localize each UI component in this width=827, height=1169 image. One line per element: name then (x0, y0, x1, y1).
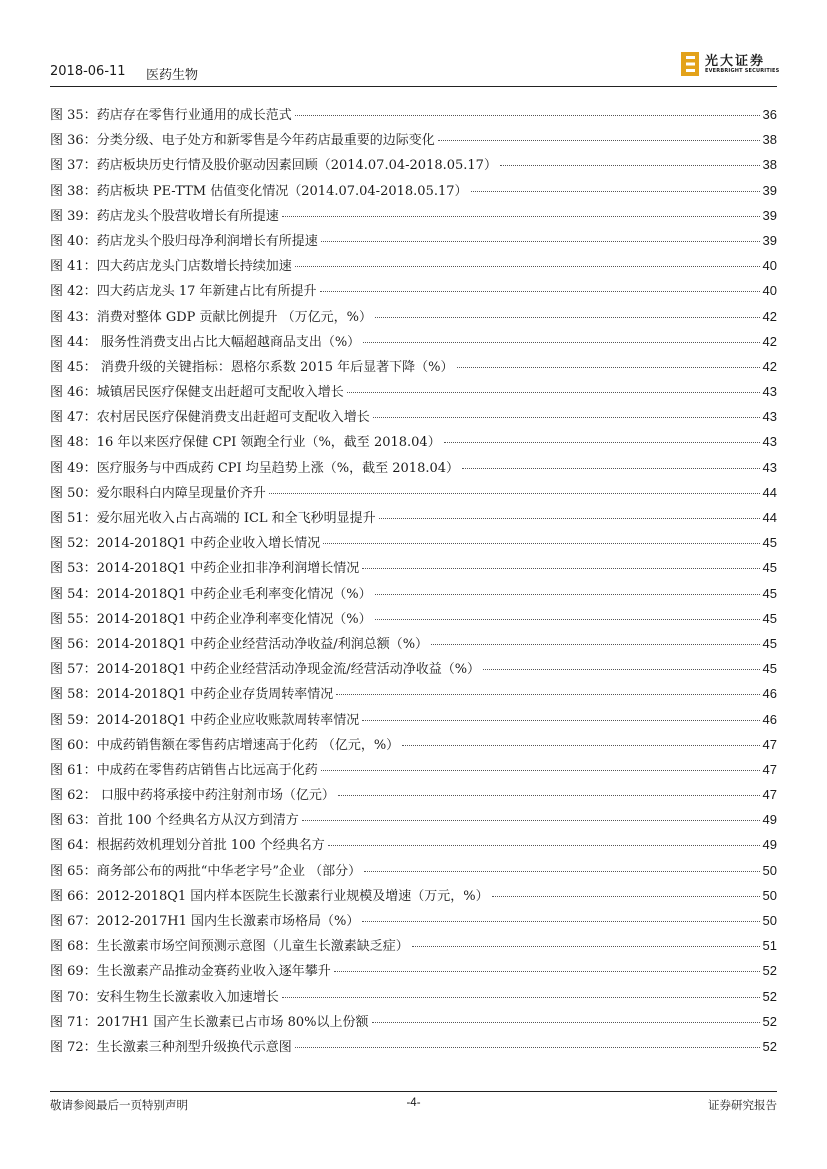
toc-entry-title[interactable] (50, 784, 335, 803)
toc-entry-title[interactable] (50, 532, 320, 551)
page-footer (50, 1097, 777, 1115)
figure-title: 服务性消费支出占比大幅超越商品支出（%） (96, 334, 361, 350)
dot-leader (282, 216, 760, 217)
toc-entry-title[interactable] (50, 507, 376, 526)
toc-page-number[interactable]: 51 (762, 938, 777, 954)
toc-page-number[interactable]: 43 (762, 409, 777, 425)
figure-label: 图 54： (50, 586, 97, 602)
toc-page-number[interactable]: 44 (762, 484, 777, 500)
toc-entry[interactable] (50, 129, 777, 154)
figure-title: 农村居民医疗保健消费支出赶超可支配收入增长 (96, 410, 370, 426)
toc-page-number[interactable]: 42 (762, 308, 777, 324)
figure-title: 商务部公布的两批“中华老字号”企业 （部分） (96, 863, 362, 879)
figure-label: 图 63： (50, 813, 97, 829)
toc-page-number[interactable]: 52 (762, 963, 777, 979)
toc-entry[interactable] (50, 709, 777, 734)
toc-page-number[interactable]: 49 (762, 812, 777, 828)
toc-entry[interactable] (50, 583, 777, 608)
figure-label: 图 58： (50, 687, 97, 703)
figure-label: 图 45： (50, 359, 97, 375)
figure-label: 图 43： (50, 309, 97, 325)
dot-leader (457, 367, 760, 368)
toc-page-number[interactable]: 39 (762, 182, 777, 198)
figure-title: 中成药销售额在零售药店增速高于化药 （亿元，%） (96, 737, 400, 753)
figure-label: 图 36： (50, 133, 97, 149)
figure-title: 消费升级的关键指标：恩格尔系数 2015 年后显著下降（%） (96, 359, 454, 375)
toc-entry-title[interactable] (50, 734, 399, 753)
figure-label: 图 46： (50, 385, 97, 401)
toc-entry-title[interactable] (50, 960, 331, 979)
toc-page-number[interactable]: 45 (762, 635, 777, 651)
toc-page-number[interactable]: 43 (762, 434, 777, 450)
dot-leader (323, 543, 759, 544)
figure-label: 图 60： (50, 737, 97, 753)
disclaimer-note: 敬请参阅最后一页特别声明 (50, 1098, 188, 1112)
toc-entry[interactable] (50, 406, 777, 431)
figure-label: 图 41： (50, 259, 97, 275)
toc-entry[interactable] (50, 784, 777, 809)
dot-leader (362, 568, 759, 569)
toc-page-number[interactable]: 46 (762, 711, 777, 727)
dot-leader (364, 871, 759, 872)
toc-page-number[interactable]: 47 (762, 787, 777, 803)
figure-title: 2017H1 国产生长激素已占市场 80%以上份额 (96, 1014, 369, 1030)
figure-title: 16 年以来医疗保健 CPI 领跑全行业（%，截至 2018.04） (96, 435, 441, 451)
figure-label: 图 66： (50, 888, 97, 904)
figure-title: 2014-2018Q1 中药企业应收账款周转率情况 (96, 712, 360, 728)
figure-label: 图 39： (50, 208, 97, 224)
figure-label: 图 47： (50, 410, 97, 426)
dot-leader (379, 518, 760, 519)
figure-title: 四大药店龙头 17 年新建占比有所提升 (96, 284, 317, 300)
figure-label: 图 37： (50, 158, 97, 174)
toc-page-number[interactable]: 43 (762, 384, 777, 400)
page-header (50, 54, 780, 84)
figure-title: 城镇居民医疗保健支出赶超可支配收入增长 (96, 385, 344, 401)
dot-leader (321, 770, 760, 771)
toc-entry[interactable] (50, 683, 777, 708)
figure-title: 医疗服务与中西成药 CPI 均呈趋势上涨（%，截至 2018.04） (96, 460, 460, 476)
toc-entry[interactable] (50, 809, 777, 834)
toc-page-number[interactable]: 52 (762, 1038, 777, 1054)
figure-label: 图 35： (50, 108, 97, 123)
toc-entry[interactable] (50, 280, 777, 305)
dot-leader (347, 392, 760, 393)
figure-label: 图 71： (50, 1014, 97, 1030)
toc-entry[interactable] (50, 306, 777, 331)
toc-entry-title[interactable] (50, 683, 333, 702)
toc-entry-title[interactable] (50, 557, 359, 576)
dot-leader (282, 997, 760, 998)
figure-label: 图 64： (50, 838, 97, 854)
figure-title: 2014-2018Q1 中药企业经营活动净现金流/经营活动净收益（%） (96, 662, 481, 678)
toc-entry[interactable] (50, 331, 777, 356)
toc-entry[interactable] (50, 885, 777, 910)
dot-leader (328, 845, 760, 846)
figure-label: 图 40： (50, 233, 97, 249)
toc-entry-title[interactable] (50, 457, 459, 476)
toc-page-number[interactable]: 38 (762, 132, 777, 148)
dot-leader (320, 291, 760, 292)
figure-label: 图 55： (50, 611, 97, 627)
dot-leader (431, 644, 759, 645)
toc-page-number[interactable]: 46 (762, 686, 777, 702)
toc-page-number[interactable]: 45 (762, 535, 777, 551)
toc-entry-title[interactable] (50, 1036, 292, 1055)
figure-title: 2014-2018Q1 中药企业经营活动净收益/利润总额（%） (96, 636, 429, 652)
toc-entry[interactable] (50, 104, 777, 129)
figure-list (50, 104, 777, 1061)
toc-entry-title[interactable] (50, 104, 292, 123)
toc-entry-title[interactable] (50, 129, 435, 148)
dot-leader (471, 191, 760, 192)
figure-title: 生长激素产品推动金赛药业收入逐年攀升 (96, 964, 331, 980)
figure-title: 生长激素市场空间预测示意图（儿童生长激素缺乏症） (96, 939, 409, 955)
toc-entry-title[interactable] (50, 834, 325, 853)
toc-entry-title[interactable] (50, 885, 489, 904)
toc-entry-title[interactable] (50, 986, 279, 1005)
toc-entry[interactable] (50, 205, 777, 230)
toc-entry-title[interactable] (50, 1011, 369, 1030)
toc-entry[interactable] (50, 1011, 777, 1036)
figure-title: 2012-2018Q1 国内样本医院生长激素行业规模及增速（万元，%） (96, 888, 489, 904)
figure-label: 图 38： (50, 183, 97, 199)
dot-leader (444, 442, 760, 443)
toc-entry[interactable] (50, 532, 777, 557)
toc-page-number[interactable]: 52 (762, 1013, 777, 1029)
figure-label: 图 51： (50, 511, 97, 526)
toc-entry[interactable] (50, 381, 777, 406)
toc-entry-title[interactable] (50, 230, 318, 249)
report-type: 证券研究报告 (708, 1098, 777, 1112)
figure-label: 图 61： (50, 762, 97, 778)
dot-leader (375, 317, 760, 318)
toc-entry[interactable] (50, 154, 777, 179)
toc-entry[interactable] (50, 557, 777, 582)
toc-entry-title[interactable] (50, 633, 428, 652)
logo-text-en: EVERBRIGHT SECURITIES (705, 68, 780, 74)
toc-entry[interactable] (50, 230, 777, 255)
toc-entry[interactable] (50, 482, 777, 507)
dot-leader (295, 266, 760, 267)
toc-entry-title[interactable] (50, 406, 370, 425)
report-sector: 医药生物 (146, 68, 199, 83)
toc-entry[interactable] (50, 457, 777, 482)
figure-label: 图 52： (50, 536, 97, 552)
dot-leader (373, 417, 760, 418)
toc-page-number[interactable]: 38 (762, 157, 777, 173)
company-logo (681, 50, 780, 80)
figure-title: 2014-2018Q1 中药企业收入增长情况 (96, 536, 321, 552)
figure-title: 药店龙头个股营收增长有所提速 (96, 208, 279, 224)
toc-page-number[interactable]: 50 (762, 862, 777, 878)
figure-label: 图 68： (50, 939, 97, 955)
dot-leader (336, 694, 759, 695)
header-divider (50, 86, 777, 87)
dot-leader (412, 946, 760, 947)
toc-entry-title[interactable] (50, 306, 372, 325)
figure-title: 爱尔屈光收入占占高端的 ICL 和全飞秒明显提升 (96, 511, 376, 526)
figure-title: 药店龙头个股归母净利润增长有所提速 (96, 233, 318, 249)
dot-leader (295, 115, 760, 116)
footer-divider (50, 1091, 777, 1092)
toc-entry[interactable] (50, 180, 777, 205)
toc-entry-title[interactable] (50, 280, 317, 299)
toc-entry-title[interactable] (50, 935, 409, 954)
toc-page-number[interactable]: 50 (762, 913, 777, 928)
toc-entry[interactable] (50, 935, 777, 960)
toc-entry[interactable] (50, 734, 777, 759)
figure-title: 2014-2018Q1 中药企业净利率变化情况（%） (96, 611, 372, 627)
toc-entry-title[interactable] (50, 381, 344, 400)
toc-page-number[interactable]: 40 (762, 258, 777, 274)
toc-entry-title[interactable] (50, 658, 480, 677)
figure-title: 中成药在零售药店销售占比远高于化药 (96, 762, 318, 778)
figure-label: 图 56： (50, 636, 97, 652)
page-number: -4- (406, 1097, 421, 1109)
toc-entry-title[interactable] (50, 255, 292, 274)
toc-page-number[interactable]: 42 (762, 358, 777, 374)
toc-entry[interactable] (50, 1036, 777, 1061)
figure-title: 药店板块 PE-TTM 估值变化情况（2014.07.04-2018.05.17） (96, 183, 468, 199)
toc-entry-title[interactable] (50, 154, 497, 173)
toc-entry-title[interactable] (50, 860, 361, 879)
figure-title: 四大药店龙头门店数增长持续加速 (96, 259, 292, 275)
toc-page-number[interactable]: 39 (762, 207, 777, 223)
figure-label: 图 44： (50, 334, 97, 350)
toc-entry[interactable] (50, 507, 777, 532)
toc-entry-title[interactable] (50, 809, 299, 828)
toc-entry[interactable] (50, 255, 777, 280)
figure-title: 2014-2018Q1 中药企业毛利率变化情况（%） (96, 586, 372, 602)
dot-leader (334, 971, 760, 972)
figure-label: 图 59： (50, 712, 97, 728)
figure-title: 根据药效机理划分首批 100 个经典名方 (96, 838, 325, 854)
figure-label: 图 49： (50, 460, 97, 476)
figure-label: 图 42： (50, 284, 97, 300)
toc-entry-title[interactable] (50, 331, 360, 350)
toc-entry-title[interactable] (50, 180, 468, 199)
figure-label: 图 53： (50, 561, 97, 577)
dot-leader (363, 342, 759, 343)
dot-leader (362, 720, 759, 721)
toc-page-number[interactable]: 45 (762, 560, 777, 576)
dot-leader (483, 669, 759, 670)
dot-leader (321, 241, 760, 242)
toc-entry-title[interactable] (50, 608, 372, 627)
figure-label: 图 62： (50, 788, 97, 804)
toc-entry[interactable] (50, 759, 777, 784)
figure-label: 图 48： (50, 435, 97, 451)
toc-page-number[interactable]: 45 (762, 585, 777, 601)
toc-entry[interactable] (50, 986, 777, 1011)
figure-title: 2012-2017H1 国内生长激素市场格局（%） (96, 914, 360, 929)
toc-page-number[interactable]: 36 (762, 107, 777, 122)
toc-entry-title[interactable] (50, 583, 372, 602)
figure-title: 爱尔眼科白内障呈现量价齐升 (96, 485, 266, 501)
figure-label: 图 67： (50, 914, 97, 929)
figure-label: 图 70： (50, 989, 97, 1005)
figure-title: 药店存在零售行业通用的成长范式 (96, 108, 292, 123)
toc-page-number[interactable]: 40 (762, 283, 777, 299)
dot-leader (375, 619, 760, 620)
toc-page-number[interactable]: 52 (762, 988, 777, 1004)
figure-title: 口服中药将承接中药注射剂市场（亿元） (96, 788, 335, 804)
toc-page-number[interactable]: 43 (762, 459, 777, 475)
toc-page-number[interactable]: 50 (762, 887, 777, 903)
toc-entry-title[interactable] (50, 759, 318, 778)
dot-leader (462, 468, 760, 469)
dot-leader (500, 165, 760, 166)
toc-page-number[interactable]: 45 (762, 610, 777, 626)
toc-entry[interactable] (50, 356, 777, 381)
figure-title: 首批 100 个经典名方从汉方到清方 (96, 813, 299, 829)
dot-leader (402, 745, 759, 746)
figure-label: 图 50： (50, 485, 97, 501)
toc-entry[interactable] (50, 834, 777, 859)
toc-page-number[interactable]: 45 (762, 661, 777, 677)
dot-leader (302, 820, 760, 821)
figure-label: 图 65： (50, 863, 97, 879)
figure-title: 药店板块历史行情及股价驱动因素回顾（2014.07.04-2018.05.17） (96, 158, 497, 174)
toc-page-number[interactable]: 44 (762, 510, 777, 525)
everbright-logo-icon (681, 52, 699, 76)
toc-entry[interactable] (50, 960, 777, 985)
toc-entry-title[interactable] (50, 431, 441, 450)
figure-label: 图 69： (50, 964, 97, 980)
figure-title: 2014-2018Q1 中药企业存货周转率情况 (96, 687, 334, 703)
figure-title: 消费对整体 GDP 贡献比例提升 （万亿元，%） (96, 309, 372, 325)
figure-title: 分类分级、电子处方和新零售是今年药店最重要的边际变化 (96, 133, 435, 149)
dot-leader (375, 594, 760, 595)
dot-leader (438, 140, 760, 141)
toc-entry[interactable] (50, 608, 777, 633)
dot-leader (372, 1022, 760, 1023)
toc-page-number[interactable]: 47 (762, 736, 777, 752)
toc-page-number[interactable]: 42 (762, 333, 777, 349)
figure-title: 生长激素三种剂型升级换代示意图 (96, 1039, 292, 1055)
dot-leader (338, 795, 760, 796)
toc-entry[interactable] (50, 431, 777, 456)
toc-entry[interactable] (50, 860, 777, 885)
logo-text-cn: 光大证券 (705, 54, 766, 69)
toc-entry[interactable] (50, 910, 777, 935)
figure-title: 2014-2018Q1 中药企业扣非净利润增长情况 (96, 561, 360, 577)
dot-leader (492, 896, 760, 897)
toc-entry-title[interactable] (50, 482, 266, 501)
toc-entry-title[interactable] (50, 356, 454, 375)
dot-leader (269, 493, 760, 494)
toc-entry-title[interactable] (50, 709, 359, 728)
toc-page-number[interactable]: 39 (762, 232, 777, 248)
toc-entry[interactable] (50, 658, 777, 683)
dot-leader (295, 1047, 760, 1048)
report-date: 2018-06-11 (50, 64, 126, 79)
toc-entry[interactable] (50, 633, 777, 658)
toc-page-number[interactable]: 47 (762, 761, 777, 777)
figure-label: 图 57： (50, 662, 97, 678)
toc-page-number[interactable]: 49 (762, 837, 777, 853)
toc-entry-title[interactable] (50, 910, 359, 929)
toc-entry-title[interactable] (50, 205, 279, 224)
figure-title: 安科生物生长激素收入加速增长 (96, 989, 279, 1005)
dot-leader (362, 921, 759, 922)
figure-label: 图 72： (50, 1039, 97, 1055)
